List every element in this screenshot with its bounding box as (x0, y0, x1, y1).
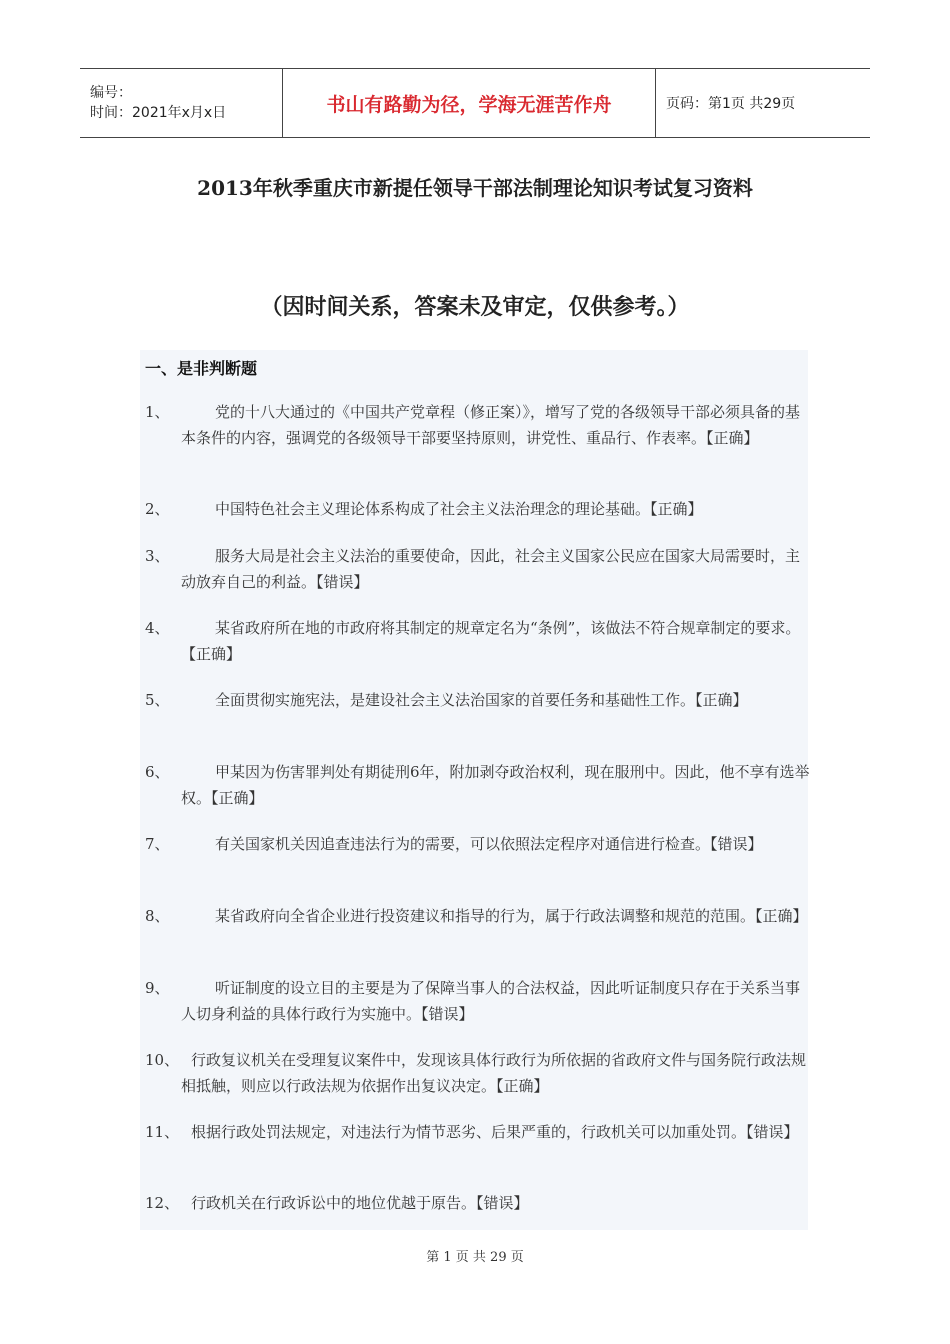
question-item (145, 759, 810, 811)
question-number: 3、 (145, 547, 170, 565)
question-text: 全面贯彻实施宪法，是建设社会主义法治国家的首要任务和基础性工作。【正确】 (215, 691, 748, 709)
question-item (145, 615, 810, 667)
question-number: 1、 (145, 403, 170, 421)
question-item (145, 496, 810, 522)
question-number: 9、 (145, 979, 170, 997)
question-item (145, 399, 810, 451)
question-number: 6、 (145, 763, 170, 781)
question-text: 党的十八大通过的《中国共产党章程（修正案）》，增写了党的各级领导干部必须具备的基本条件的内容，强调党的各级领导干部要坚持原则，讲党性、重品行、作表率。【正确】 (181, 403, 801, 447)
question-text: 服务大局是社会主义法治的重要使命，因此，社会主义国家公民应在国家大局需要时，主动放弃自己的利益。【错误】 (181, 547, 801, 591)
question-item (145, 1047, 810, 1099)
question-number: 10、 (145, 1051, 180, 1069)
question-item (145, 831, 810, 857)
header-motto: 书山有路勤为径，学海无涯苦作舟 (282, 69, 656, 137)
question-text: 行政机关在行政诉讼中的地位优越于原告。【错误】 (191, 1194, 529, 1212)
question-number: 5、 (145, 691, 170, 709)
header-page-info: 页码：第1页 共29页 (666, 96, 796, 112)
page-footer: 第 1 页 共 29 页 (426, 1250, 524, 1265)
question-text: 某省政府所在地的市政府将其制定的规章定名为“条例”，该做法不符合规章制定的要求。【正确】 (181, 619, 801, 663)
question-number: 4、 (145, 619, 170, 637)
document-title: 2013年秋季重庆市新提任领导干部法制理论知识考试复习资料 (197, 176, 753, 200)
question-item (145, 1190, 810, 1216)
question-item (145, 975, 810, 1027)
question-number: 12、 (145, 1194, 180, 1212)
time-label: 时间：2021年x月x日 (90, 105, 227, 121)
document-subtitle: （因时间关系，答案未及审定，仅供参考。） (260, 294, 690, 320)
question-item (145, 543, 810, 595)
section-heading: 一、是非判断题 (145, 359, 258, 378)
question-text: 行政复议机关在受理复议案件中，发现该具体行政行为所依据的省政府文件与国务院行政法规相抵触，则应以行政法规为依据作出复议决定。【正确】 (181, 1051, 807, 1095)
question-number: 7、 (145, 835, 170, 853)
question-text: 中国特色社会主义理论体系构成了社会主义法治理念的理论基础。【正确】 (215, 500, 703, 518)
question-item (145, 1119, 810, 1145)
question-number: 2、 (145, 500, 170, 518)
header-table (80, 68, 870, 138)
question-number: 11、 (145, 1123, 180, 1141)
question-text: 有关国家机关因追查违法行为的需要，可以依照法定程序对通信进行检查。【错误】 (215, 835, 763, 853)
question-item (145, 903, 810, 929)
question-text: 某省政府向全省企业进行投资建议和指导的行为，属于行政法调整和规范的范围。【正确】 (215, 907, 808, 925)
question-number: 8、 (145, 907, 170, 925)
question-text: 听证制度的设立目的主要是为了保障当事人的合法权益，因此听证制度只存在于关系当事人切身利益的具体行政行为实施中。【错误】 (181, 979, 801, 1023)
question-item (145, 687, 810, 713)
question-text: 甲某因为伤害罪判处有期徒刑6年，附加剥夺政治权利，现在服刑中。因此，他不享有选举权。【正确】 (181, 763, 810, 807)
question-text: 根据行政处罚法规定，对违法行为情节恶劣、后果严重的，行政机关可以加重处罚。【错误】 (191, 1123, 799, 1141)
header-meta (80, 69, 282, 137)
number-label: 编号： (90, 85, 132, 101)
